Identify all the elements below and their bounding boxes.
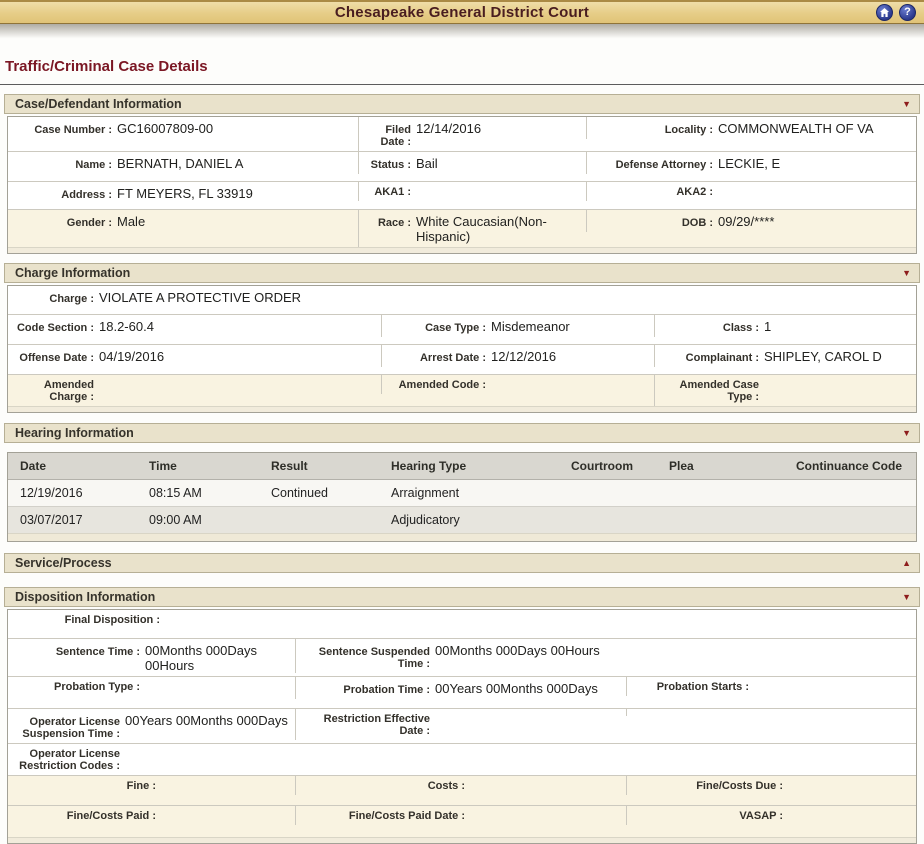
- table-row: [8, 610, 916, 638]
- table-row: [8, 344, 916, 374]
- field-value: 00Years 00Months 000Days: [125, 713, 288, 728]
- collapse-icon[interactable]: ▼: [902, 427, 911, 438]
- hearing-table: [7, 452, 917, 542]
- field-label: Charge :: [49, 293, 94, 305]
- field-value: 00Years 00Months 000Days: [435, 681, 598, 696]
- field-fine-costs-paid: [8, 806, 295, 825]
- field-label: Defense Attorney :: [615, 159, 713, 171]
- table-row: [8, 506, 916, 533]
- field-race: [358, 210, 586, 247]
- column-header-result: Result: [271, 459, 308, 473]
- field-value: 04/19/2016: [99, 349, 165, 364]
- table-row: [8, 480, 916, 506]
- field-fine-costs-paid-date: [295, 806, 626, 825]
- field-address: [8, 182, 358, 204]
- field-value: Male: [117, 214, 146, 229]
- header-buttons: [876, 4, 916, 21]
- hearing-result: Continued: [271, 486, 328, 500]
- field-aka2: [586, 182, 916, 201]
- table-row: [8, 181, 916, 209]
- home-glyph: [880, 8, 889, 17]
- field-value: 12/12/2016: [491, 349, 557, 364]
- column-header-time: Time: [149, 459, 177, 473]
- field-label: Case Number :: [34, 124, 112, 136]
- column-header-plea: Plea: [669, 459, 694, 473]
- field-arrest-date: [381, 345, 654, 367]
- field-label: AKA1 :: [374, 186, 411, 198]
- field-label: Name :: [75, 159, 112, 171]
- field-value: 00Months 000Days 00Hours: [435, 643, 600, 658]
- field-charge: [8, 286, 916, 308]
- field-code-section: [8, 315, 381, 337]
- table-footer-strip: [8, 837, 916, 843]
- field-value: LECKIE, E: [718, 156, 781, 171]
- page-title: Traffic/Criminal Case Details: [5, 58, 208, 75]
- field-fine: [8, 776, 295, 795]
- field-operator-license-restriction-codes: [8, 744, 916, 775]
- section-charge: [4, 263, 920, 413]
- empty-cell: [626, 709, 916, 716]
- field-sentence-suspended-time: [295, 639, 916, 673]
- service-section-header[interactable]: [4, 553, 920, 573]
- field-value: SHIPLEY, CAROL D: [764, 349, 882, 364]
- table-row: [8, 151, 916, 181]
- field-label: Final Disposition :: [64, 614, 160, 626]
- table-row: [8, 374, 916, 406]
- field-value: 12/14/2016: [416, 121, 482, 136]
- hearing-plea: [661, 480, 788, 506]
- table-row: [8, 638, 916, 676]
- field-label: AKA2 :: [676, 186, 713, 198]
- field-value: White Caucasian(Non-Hispanic): [416, 214, 547, 244]
- field-label: VASAP :: [739, 810, 783, 822]
- field-amended-case-type: [654, 375, 916, 406]
- field-gender: [8, 210, 358, 232]
- hearing-plea: [661, 507, 788, 533]
- field-label: Fine/Costs Paid :: [66, 810, 156, 822]
- hearing-result: [263, 507, 383, 533]
- table-row: [8, 743, 916, 775]
- hearing-time: 09:00 AM: [149, 513, 202, 527]
- table-row: [8, 805, 916, 837]
- field-label: Fine/Costs Due :: [696, 780, 783, 792]
- column-header-continuance-code: Continuance Code: [796, 459, 903, 473]
- hearing-date: 03/07/2017: [20, 513, 83, 527]
- field-label: Costs :: [427, 780, 465, 792]
- header-shadow: [0, 24, 924, 41]
- field-sentence-time: [8, 639, 295, 676]
- field-label: Probation Type :: [54, 681, 140, 693]
- charge-section-header[interactable]: [4, 263, 920, 283]
- field-probation-type: [8, 677, 295, 696]
- field-aka1: [358, 182, 586, 201]
- section-service-process: [4, 553, 920, 573]
- field-label: Operator License Suspension Time :: [22, 716, 120, 740]
- hearing-type: Arraignment: [391, 486, 460, 500]
- field-label: Gender :: [66, 217, 112, 229]
- charge-table: [7, 285, 917, 413]
- field-label: Race :: [377, 217, 411, 229]
- field-label: Amended Charge :: [43, 379, 94, 403]
- title-divider: [0, 84, 924, 85]
- field-label: Amended Code :: [398, 379, 486, 391]
- field-label: Probation Starts :: [656, 681, 749, 693]
- field-case-number: [8, 117, 358, 139]
- field-label: Code Section :: [16, 322, 94, 334]
- field-label: Locality :: [664, 124, 713, 136]
- field-vasap: [626, 806, 916, 825]
- expand-icon[interactable]: ▲: [902, 557, 911, 568]
- home-icon[interactable]: [876, 4, 893, 21]
- collapse-icon[interactable]: ▼: [902, 267, 911, 278]
- column-header-courtroom: Courtroom: [571, 459, 633, 473]
- field-case-type: [381, 315, 654, 337]
- section-title: Case/Defendant Information: [15, 97, 182, 111]
- app-header: [0, 0, 924, 24]
- field-complainant: [654, 345, 916, 367]
- court-name-title: Chesapeake General District Court: [334, 4, 590, 21]
- field-label: Probation Time :: [343, 684, 430, 696]
- field-value: COMMONWEALTH OF VA: [718, 121, 874, 136]
- field-value: 00Months 000Days 00Hours: [145, 643, 258, 673]
- case-section-header[interactable]: [4, 94, 920, 114]
- field-label: Case Type :: [425, 322, 486, 334]
- field-label: Address :: [61, 189, 112, 201]
- field-label: Status :: [370, 159, 411, 171]
- field-label: Fine/Costs Paid Date :: [348, 810, 465, 822]
- field-label: Amended Case Type :: [679, 379, 759, 403]
- collapse-icon[interactable]: ▼: [902, 591, 911, 602]
- case-table: [7, 116, 917, 254]
- column-header-hearing-type: Hearing Type: [391, 459, 467, 473]
- hearing-continuance-code: [788, 480, 916, 506]
- table-row: [8, 676, 916, 708]
- field-value: 18.2-60.4: [99, 319, 154, 334]
- field-value: GC16007809-00: [117, 121, 214, 136]
- section-disposition: [4, 587, 920, 844]
- field-value: Misdemeanor: [491, 319, 570, 334]
- field-label: Operator License Restriction Codes :: [19, 748, 120, 772]
- section-hearing: [4, 423, 920, 542]
- table-row: [8, 775, 916, 805]
- field-value: Bail: [416, 156, 438, 171]
- section-title: Charge Information: [15, 266, 131, 280]
- field-amended-charge: [8, 375, 381, 406]
- field-final-disposition: [8, 610, 916, 629]
- field-value: BERNATH, DANIEL A: [117, 156, 244, 171]
- field-amended-code: [381, 375, 654, 394]
- field-fine-costs-due: [626, 776, 916, 795]
- field-locality: [586, 117, 916, 139]
- table-row: [8, 286, 916, 314]
- table-row: [8, 209, 916, 247]
- field-label: Fine :: [126, 780, 156, 792]
- section-title: Service/Process: [15, 556, 112, 570]
- field-label: Offense Date :: [19, 352, 94, 364]
- disposition-table: [7, 609, 917, 844]
- field-label: Arrest Date :: [419, 352, 486, 364]
- field-class: [654, 315, 916, 337]
- hearing-type: Adjudicatory: [391, 513, 460, 527]
- table-row: [8, 708, 916, 743]
- table-footer-strip: [8, 247, 916, 253]
- table-footer-strip: [8, 533, 916, 541]
- hearing-header-row: [8, 453, 916, 480]
- field-defense-attorney: [586, 152, 916, 174]
- field-value: VIOLATE A PROTECTIVE ORDER: [99, 290, 302, 305]
- column-header-date: Date: [20, 459, 47, 473]
- table-footer-strip: [8, 406, 916, 412]
- field-probation-starts: [626, 677, 916, 696]
- hearing-courtroom: [563, 480, 661, 506]
- field-label: DOB :: [681, 217, 713, 229]
- field-label: Sentence Time :: [55, 646, 140, 658]
- help-icon[interactable]: ?: [899, 4, 916, 21]
- field-value: 09/29/****: [718, 214, 775, 229]
- field-operator-license-suspension-time: [8, 709, 295, 743]
- field-status: [358, 152, 586, 174]
- section-title: Hearing Information: [15, 426, 134, 440]
- field-value: FT MEYERS, FL 33919: [117, 186, 253, 201]
- field-label: Class :: [722, 322, 759, 334]
- field-dob: [586, 210, 916, 232]
- hearing-section-header[interactable]: [4, 423, 920, 443]
- hearing-date: 12/19/2016: [20, 486, 83, 500]
- section-case-defendant: [4, 94, 920, 254]
- field-label: Sentence Suspended Time :: [318, 646, 430, 670]
- field-label: Filed Date :: [380, 124, 411, 148]
- field-probation-time: [295, 677, 626, 699]
- field-label: Restriction Effective Date :: [323, 713, 430, 737]
- field-value: 1: [764, 319, 772, 334]
- field-name: [8, 152, 358, 174]
- hearing-time: 08:15 AM: [149, 486, 202, 500]
- table-row: [8, 117, 916, 151]
- table-row: [8, 314, 916, 344]
- field-filed-date: [358, 117, 586, 151]
- disposition-section-header[interactable]: [4, 587, 920, 607]
- hearing-courtroom: [563, 507, 661, 533]
- collapse-icon[interactable]: ▼: [902, 98, 911, 109]
- field-label: Complainant :: [685, 352, 759, 364]
- field-offense-date: [8, 345, 381, 367]
- field-restriction-effective-date: [295, 709, 626, 740]
- section-title: Disposition Information: [15, 590, 156, 604]
- field-costs: [295, 776, 626, 795]
- hearing-continuance-code: [788, 507, 916, 533]
